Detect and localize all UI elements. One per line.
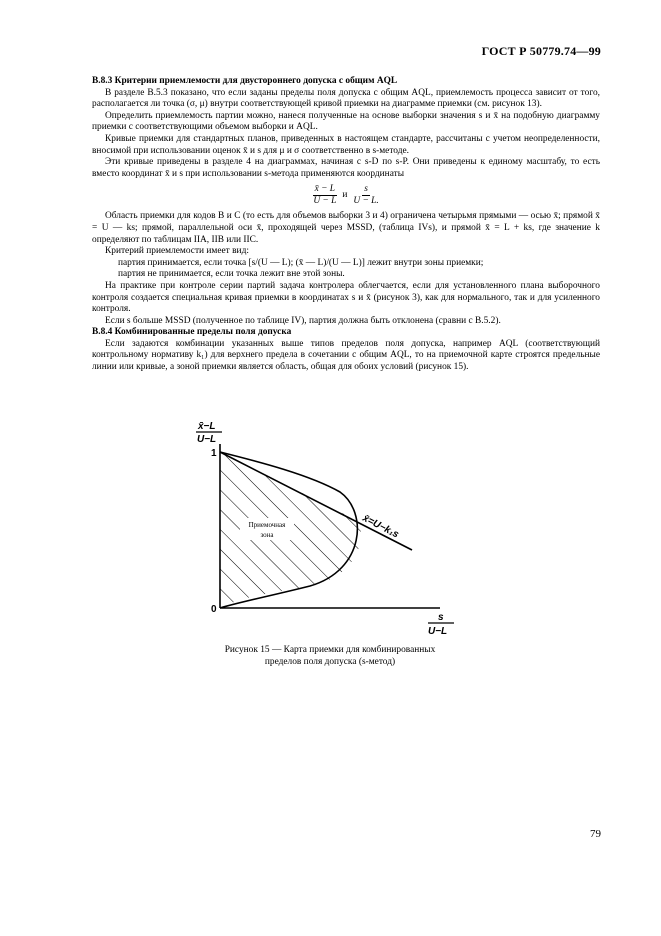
section-number: В.8.4: [92, 327, 113, 338]
paragraph: партия не принимается, если точка лежит вне этой зоны.: [118, 269, 345, 280]
page-content: [92, 76, 600, 374]
paragraph: Определить приемлемость партии можно, нанеся полученные на основе выборки значения s и x̄ на подобную диаграмму приемки с соответствующими объемом выборки и AQL.: [92, 110, 600, 133]
caption-line: Рисунок 15 — Карта приемки для комбинированных: [224, 645, 436, 655]
y-axis-label-numerator: x̄−L: [198, 421, 216, 432]
fraction-denominator: U − L: [313, 196, 337, 207]
limit-line-label: x̄=U−k₁s: [360, 512, 401, 541]
caption-line: пределов поля допуска (s-метод): [264, 656, 396, 667]
zone-label-line2: зона: [260, 531, 274, 539]
section-number: В.8.3: [92, 76, 113, 86]
acceptance-chart: [150, 420, 490, 640]
paragraph: В разделе В.5.3 показано, что если заданы пределы поля допуска с общим AQL, приемлемость процесса зависит от того, располагается ли точка (σ, μ) внутри соответствующей кривой приемки на диаграмме приемки (см. рисунок 13).: [92, 87, 600, 110]
y-tick-0: 0: [211, 604, 217, 615]
fraction-x: [311, 184, 338, 207]
paragraph: Кривые приемки для стандартных планов, приведенных в настоящем стандарте, рассчитаны с учетом неопределенности, вносимой при использовании оценок x̄ и s для μ и σ соответственно в s-методе.: [92, 133, 600, 156]
paragraph: Критерий приемлемости имеет вид:: [105, 246, 249, 257]
figure-caption: [160, 645, 500, 668]
page-number: 79: [590, 828, 601, 840]
x-axis-label-numerator: s: [438, 612, 444, 623]
paragraph: Если s больше MSSD (полученное по таблице IV), партия должна быть отклонена (сравни с В.5.2).: [105, 315, 501, 326]
section-heading-b83: [92, 76, 600, 88]
formula-connector: и: [342, 190, 348, 201]
paragraph: Если задаются комбинации указанных выше типов пределов поля допуска, например AQL (соответствующий контрольному нормативу k₁) для верхнего предела в сочетании с общим AQL, то на приемочной карте строятся предельные линии или кривые, а зоной приемки является область, общая для обоих условий (рисунок 15).: [92, 338, 600, 373]
section-title: Критерии приемлемости для двустороннего допуска с общим AQL: [114, 76, 398, 86]
paragraph: Эти кривые приведены в разделе 4 на диаграммах, начиная с s-D по s-P. Они приведены к единому масштабу, то есть вместо координат x̄ и s при использовании s-метода применяются координаты: [92, 157, 600, 179]
section-heading-b84: [92, 327, 600, 339]
fraction-numerator: x̄ − L: [314, 184, 335, 195]
paragraph: Область приемки для кодов В и С (то есть для объемов выборки 3 и 4) ограничена четырьмя прямыми — осью x̄; прямой x̄ = U — ks; прямой, параллельной оси x̄, проходящей через MSSD, (таблица IVs), и прямой x̄ = L + ks, где значение k определяют по таблицам IIA, IIB или IIC.: [92, 211, 600, 245]
x-axis-label-denominator: U−L: [428, 626, 448, 637]
fraction-numerator: s: [364, 184, 368, 195]
section-title: Комбинированные пределы поля допуска: [114, 327, 292, 338]
zone-label-line1: Приемочная: [248, 521, 286, 529]
y-tick-1: 1: [211, 448, 217, 459]
normalized-coordinates-formula: [92, 184, 600, 207]
acceptance-chart-figure: [150, 420, 490, 640]
y-axis-label-denominator: U−L: [197, 434, 217, 445]
paragraph: партия принимается, если точка [s/(U — L); (x̄ — L)/(U — L)] лежит внутри зоны приемки;: [118, 257, 484, 268]
document-header: ГОСТ Р 50779.74—99: [481, 44, 601, 58]
paragraph: На практике при контроле серии партий задача контролера облегчается, если для установленного плана выборочного контроля создается специальная кривая приемки в координатах s и x̄ (рисунок 3), как для нормального, так и для усиленного контроля.: [92, 280, 600, 315]
fraction-denominator: U − L.: [353, 196, 379, 207]
fraction-s: [351, 184, 380, 207]
